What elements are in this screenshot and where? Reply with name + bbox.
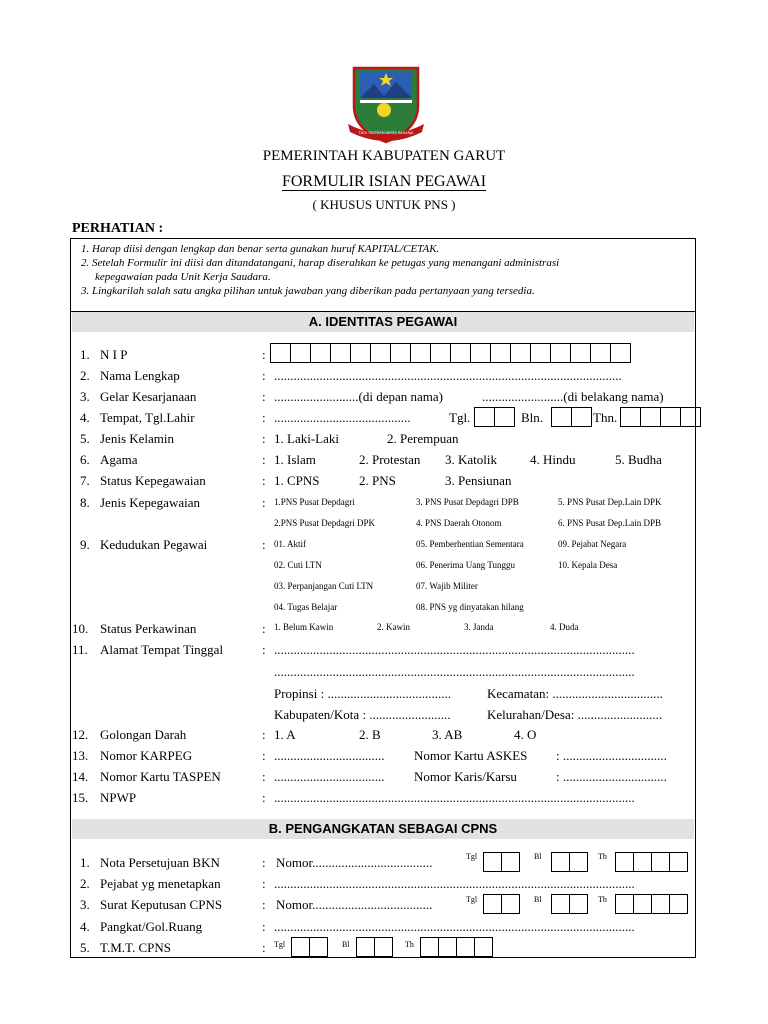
nip-box[interactable] xyxy=(370,343,391,363)
section-a-row-number: 1. xyxy=(80,347,90,362)
section-a-row-label: Nomor KARPEG xyxy=(100,748,193,763)
propinsi-field[interactable]: Propinsi : ...................................... xyxy=(274,686,451,701)
section-a-row-label: Agama xyxy=(100,452,138,467)
nota-tgl-label: Tgl xyxy=(466,852,478,861)
nip-box[interactable] xyxy=(530,343,551,363)
tgl-lahir-boxes[interactable] xyxy=(474,407,515,427)
section-b-row-number: 5. xyxy=(80,940,90,955)
section-a-row-number: 10. xyxy=(72,621,89,636)
section-b-title: B. PENGANGKATAN SEBAGAI CPNS xyxy=(72,819,694,839)
section-a-row-colon: : xyxy=(262,495,266,510)
notice-heading: PERHATIAN : xyxy=(72,221,164,236)
position-option-08[interactable]: 08. PNS yg dinyatakan hilang xyxy=(416,602,524,612)
nip-box[interactable] xyxy=(550,343,571,363)
tempat-lahir-field[interactable]: .......................................... xyxy=(274,410,411,425)
type-option-1[interactable]: 1.PNS Pusat Depdagri xyxy=(274,497,355,507)
section-a-row-label: N I P xyxy=(100,347,128,362)
tmt-bl-label: Bl xyxy=(342,940,350,949)
sk-bl-boxes[interactable] xyxy=(551,894,588,914)
section-b-row-number: 4. xyxy=(80,919,90,934)
address-line-2[interactable]: ............................................................................................................... xyxy=(274,664,635,679)
type-option-2[interactable]: 2.PNS Pusat Depdagri DPK xyxy=(274,518,376,528)
section-a-row-label: Status Kepegawaian xyxy=(100,473,206,488)
section-a-title: A. IDENTITAS PEGAWAI xyxy=(72,312,694,332)
form-subtitle: ( KHUSUS UNTUK PNS ) xyxy=(312,197,456,212)
section-a-row-label: Status Perkawinan xyxy=(100,621,197,636)
status-option-2[interactable]: 2. PNS xyxy=(359,473,396,488)
section-b-row-colon: : xyxy=(262,919,266,934)
section-a-row-label: Golongan Darah xyxy=(100,727,187,742)
nip-box[interactable] xyxy=(610,343,631,363)
position-option-04[interactable]: 04. Tugas Belajar xyxy=(274,602,338,612)
section-a-row-colon: : xyxy=(262,452,266,467)
karis-field[interactable]: : ................................ xyxy=(556,769,667,784)
marital-option-1[interactable]: 1. Belum Kawin xyxy=(274,622,334,632)
section-a-row-colon: : xyxy=(262,431,266,446)
position-option-09[interactable]: 09. Pejabat Negara xyxy=(558,539,627,549)
type-option-3[interactable]: 3. PNS Pusat Depdagri DPB xyxy=(416,497,519,507)
tmt-tgl-boxes[interactable] xyxy=(291,937,328,957)
section-a-row-colon: : xyxy=(262,389,266,404)
karis-label: Nomor Karis/Karsu xyxy=(414,769,517,784)
garut-regency-logo xyxy=(344,62,428,146)
religion-option-2[interactable]: 2. Protestan xyxy=(359,452,421,467)
nip-box[interactable] xyxy=(570,343,591,363)
marital-option-4[interactable]: 4. Duda xyxy=(550,622,579,632)
nota-tgl-boxes[interactable] xyxy=(483,852,520,872)
section-a-row-label: NPWP xyxy=(100,790,137,805)
sk-bl-label: Bl xyxy=(534,895,542,904)
position-option-01[interactable]: 01. Aktif xyxy=(274,539,307,549)
section-a-row-label: Tempat, Tgl.Lahir xyxy=(100,410,195,425)
sk-tgl-label: Tgl xyxy=(466,895,478,904)
nip-box[interactable] xyxy=(510,343,531,363)
bln-lahir-boxes[interactable] xyxy=(551,407,592,427)
section-a-row-colon: : xyxy=(262,769,266,784)
section-a-row-colon: : xyxy=(262,537,266,552)
notice-item-2-cont: kepegawaian pada Unit Kerja Saudara. xyxy=(95,271,271,283)
section-a-row-label: Jenis Kelamin xyxy=(100,431,175,446)
sk-tgl-boxes[interactable] xyxy=(483,894,520,914)
nota-bl-label: Bl xyxy=(534,852,542,861)
position-option-03[interactable]: 03. Perpanjangan Cuti LTN xyxy=(274,581,374,591)
type-option-6[interactable]: 6. PNS Pusat Dep.Lain DPB xyxy=(558,518,662,528)
notice-item-3: 3. Lingkarilah salah satu angka pilihan untuk jawaban yang diberikan pada pertanyaan yang tersedia. xyxy=(81,285,535,297)
taspen-field[interactable]: .................................. xyxy=(274,769,385,784)
pejabat-field[interactable]: ............................................................................................................... xyxy=(274,876,635,891)
nip-box[interactable] xyxy=(430,343,451,363)
nip-box[interactable] xyxy=(390,343,411,363)
section-a-row-number: 13. xyxy=(72,748,89,763)
marital-option-3[interactable]: 3. Janda xyxy=(464,622,494,632)
section-a-row-number: 14. xyxy=(72,769,89,784)
government-name: PEMERINTAH KABUPATEN GARUT xyxy=(262,148,506,164)
nip-box[interactable] xyxy=(290,343,311,363)
section-a-row-number: 3. xyxy=(80,389,90,404)
gender-option-2[interactable]: 2. Perempuan xyxy=(387,431,459,446)
section-a-row-colon: : xyxy=(262,790,266,805)
section-a-row-number: 11. xyxy=(72,642,88,657)
position-option-07[interactable]: 07. Wajib Militer xyxy=(416,581,478,591)
section-a-row-number: 7. xyxy=(80,473,90,488)
pangkat-field[interactable]: ............................................................................................................... xyxy=(274,919,635,934)
tmt-bl-boxes[interactable] xyxy=(356,937,393,957)
type-option-4[interactable]: 4. PNS Daerah Otonom xyxy=(416,518,502,528)
status-option-1[interactable]: 1. CPNS xyxy=(274,473,320,488)
nip-box[interactable] xyxy=(310,343,331,363)
section-b-row-label: Pejabat yg menetapkan xyxy=(100,876,221,891)
sk-th-label: Th xyxy=(598,895,607,904)
nota-th-label: Th xyxy=(598,852,607,861)
nip-box[interactable] xyxy=(330,343,351,363)
type-option-5[interactable]: 5. PNS Pusat Dep.Lain DPK xyxy=(558,497,662,507)
religion-option-1[interactable]: 1. Islam xyxy=(274,452,316,467)
nip-boxes[interactable] xyxy=(270,343,631,363)
kelurahan-field[interactable]: Kelurahan/Desa: .......................... xyxy=(487,707,663,722)
section-b-row-label: Surat Keputusan CPNS xyxy=(100,897,223,912)
tgl-label: Tgl. xyxy=(449,410,471,425)
nip-box[interactable] xyxy=(410,343,431,363)
notice-item-1: 1. Harap diisi dengan lengkap dan benar serta gunakan huruf KAPITAL/CETAK. xyxy=(81,243,440,255)
sk-cpns-nomor-field[interactable]: Nomor..................................... xyxy=(276,897,433,912)
blood-option-1[interactable]: 1. A xyxy=(274,727,296,742)
thn-lahir-boxes[interactable] xyxy=(620,407,701,427)
section-a-row-colon: : xyxy=(262,410,266,425)
section-a-row-colon: : xyxy=(262,621,266,636)
section-b-row-colon: : xyxy=(262,855,266,870)
section-a-row-number: 15. xyxy=(72,790,89,805)
nota-bl-boxes[interactable] xyxy=(551,852,588,872)
section-a-row-label: Jenis Kepegawaian xyxy=(100,495,200,510)
section-a-row-number: 2. xyxy=(80,368,90,383)
section-a-row-label: Nomor Kartu TASPEN xyxy=(100,769,221,784)
section-a-row-number: 8. xyxy=(80,495,90,510)
askes-label: Nomor Kartu ASKES xyxy=(414,748,528,763)
section-a-row-number: 5. xyxy=(80,431,90,446)
section-b-row-colon: : xyxy=(262,940,266,955)
section-a-row-label: Nama Lengkap xyxy=(100,368,180,383)
gelar-depan-field[interactable]: ..........................(di depan nama) xyxy=(274,389,443,404)
blood-option-3[interactable]: 3. AB xyxy=(432,727,463,742)
section-a-row-colon: : xyxy=(262,642,266,657)
marital-option-2[interactable]: 2. Kawin xyxy=(377,622,410,632)
nama-lengkap-field[interactable]: ........................................................................................................... xyxy=(274,368,622,383)
section-a-row-number: 4. xyxy=(80,410,90,425)
blood-option-2[interactable]: 2. B xyxy=(359,727,381,742)
position-option-05[interactable]: 05. Pemberhentian Sementara xyxy=(416,539,524,549)
section-a-row-label: Alamat Tempat Tinggal xyxy=(100,642,224,657)
nip-box[interactable] xyxy=(450,343,471,363)
gender-option-1[interactable]: 1. Laki-Laki xyxy=(274,431,339,446)
section-b-row-colon: : xyxy=(262,897,266,912)
position-option-06[interactable]: 06. Penerima Uang Tunggu xyxy=(416,560,515,570)
section-b-row-number: 3. xyxy=(80,897,90,912)
form-title: FORMULIR ISIAN PEGAWAI xyxy=(281,173,487,190)
section-b-row-number: 2. xyxy=(80,876,90,891)
logo-banner-text: TATA TENTREM KERTA RAHARJA xyxy=(358,131,414,135)
section-a-row-colon: : xyxy=(262,368,266,383)
religion-option-4[interactable]: 4. Hindu xyxy=(530,452,576,467)
position-option-02[interactable]: 02. Cuti LTN xyxy=(274,560,322,570)
blood-option-4[interactable]: 4. O xyxy=(514,727,537,742)
section-a-row-number: 9. xyxy=(80,537,90,552)
religion-option-3[interactable]: 3. Katolik xyxy=(445,452,497,467)
nip-box[interactable] xyxy=(270,343,291,363)
section-b-row-label: T.M.T. CPNS xyxy=(100,940,172,955)
section-a-row-colon: : xyxy=(262,347,266,362)
kecamatan-field[interactable]: Kecamatan: .................................. xyxy=(487,686,663,701)
nip-box[interactable] xyxy=(350,343,371,363)
section-b-row-number: 1. xyxy=(80,855,90,870)
sk-th-boxes[interactable] xyxy=(615,894,688,914)
religion-option-5[interactable]: 5. Budha xyxy=(615,452,662,467)
section-a-row-colon: : xyxy=(262,473,266,488)
section-a-row-colon: : xyxy=(262,727,266,742)
tmt-th-boxes[interactable] xyxy=(420,937,493,957)
position-option-10[interactable]: 10. Kepala Desa xyxy=(558,560,618,570)
nip-box[interactable] xyxy=(590,343,611,363)
gelar-belakang-field[interactable]: .........................(di belakang nama) xyxy=(482,389,664,404)
bln-label: Bln. xyxy=(521,410,544,425)
nota-th-boxes[interactable] xyxy=(615,852,688,872)
notice-box xyxy=(70,238,696,312)
nota-bkn-nomor-field[interactable]: Nomor..................................... xyxy=(276,855,433,870)
npwp-field[interactable]: ............................................................................................................... xyxy=(274,790,635,805)
address-line-1[interactable]: ............................................................................................................... xyxy=(274,642,635,657)
section-a-row-number: 6. xyxy=(80,452,90,467)
kabupaten-field[interactable]: Kabupaten/Kota : ......................... xyxy=(274,707,451,722)
nip-box[interactable] xyxy=(470,343,491,363)
section-b-row-label: Pangkat/Gol.Ruang xyxy=(100,919,203,934)
thn-label: Thn. xyxy=(593,410,618,425)
karpeg-field[interactable]: .................................. xyxy=(274,748,385,763)
nip-box[interactable] xyxy=(490,343,511,363)
section-a-row-label: Gelar Kesarjanaan xyxy=(100,389,197,404)
section-a-row-label: Kedudukan Pegawai xyxy=(100,537,208,552)
section-a-row-colon: : xyxy=(262,748,266,763)
section-b-row-label: Nota Persetujuan BKN xyxy=(100,855,220,870)
tmt-tgl-label: Tgl xyxy=(274,940,286,949)
tmt-th-label: Th xyxy=(405,940,414,949)
askes-field[interactable]: : ................................ xyxy=(556,748,667,763)
section-a-row-number: 12. xyxy=(72,727,89,742)
status-option-3[interactable]: 3. Pensiunan xyxy=(445,473,512,488)
section-b-row-colon: : xyxy=(262,876,266,891)
notice-item-2: 2. Setelah Formulir ini diisi dan ditandatangani, harap diserahkan ke petugas yang menangani administrasi xyxy=(81,257,560,269)
